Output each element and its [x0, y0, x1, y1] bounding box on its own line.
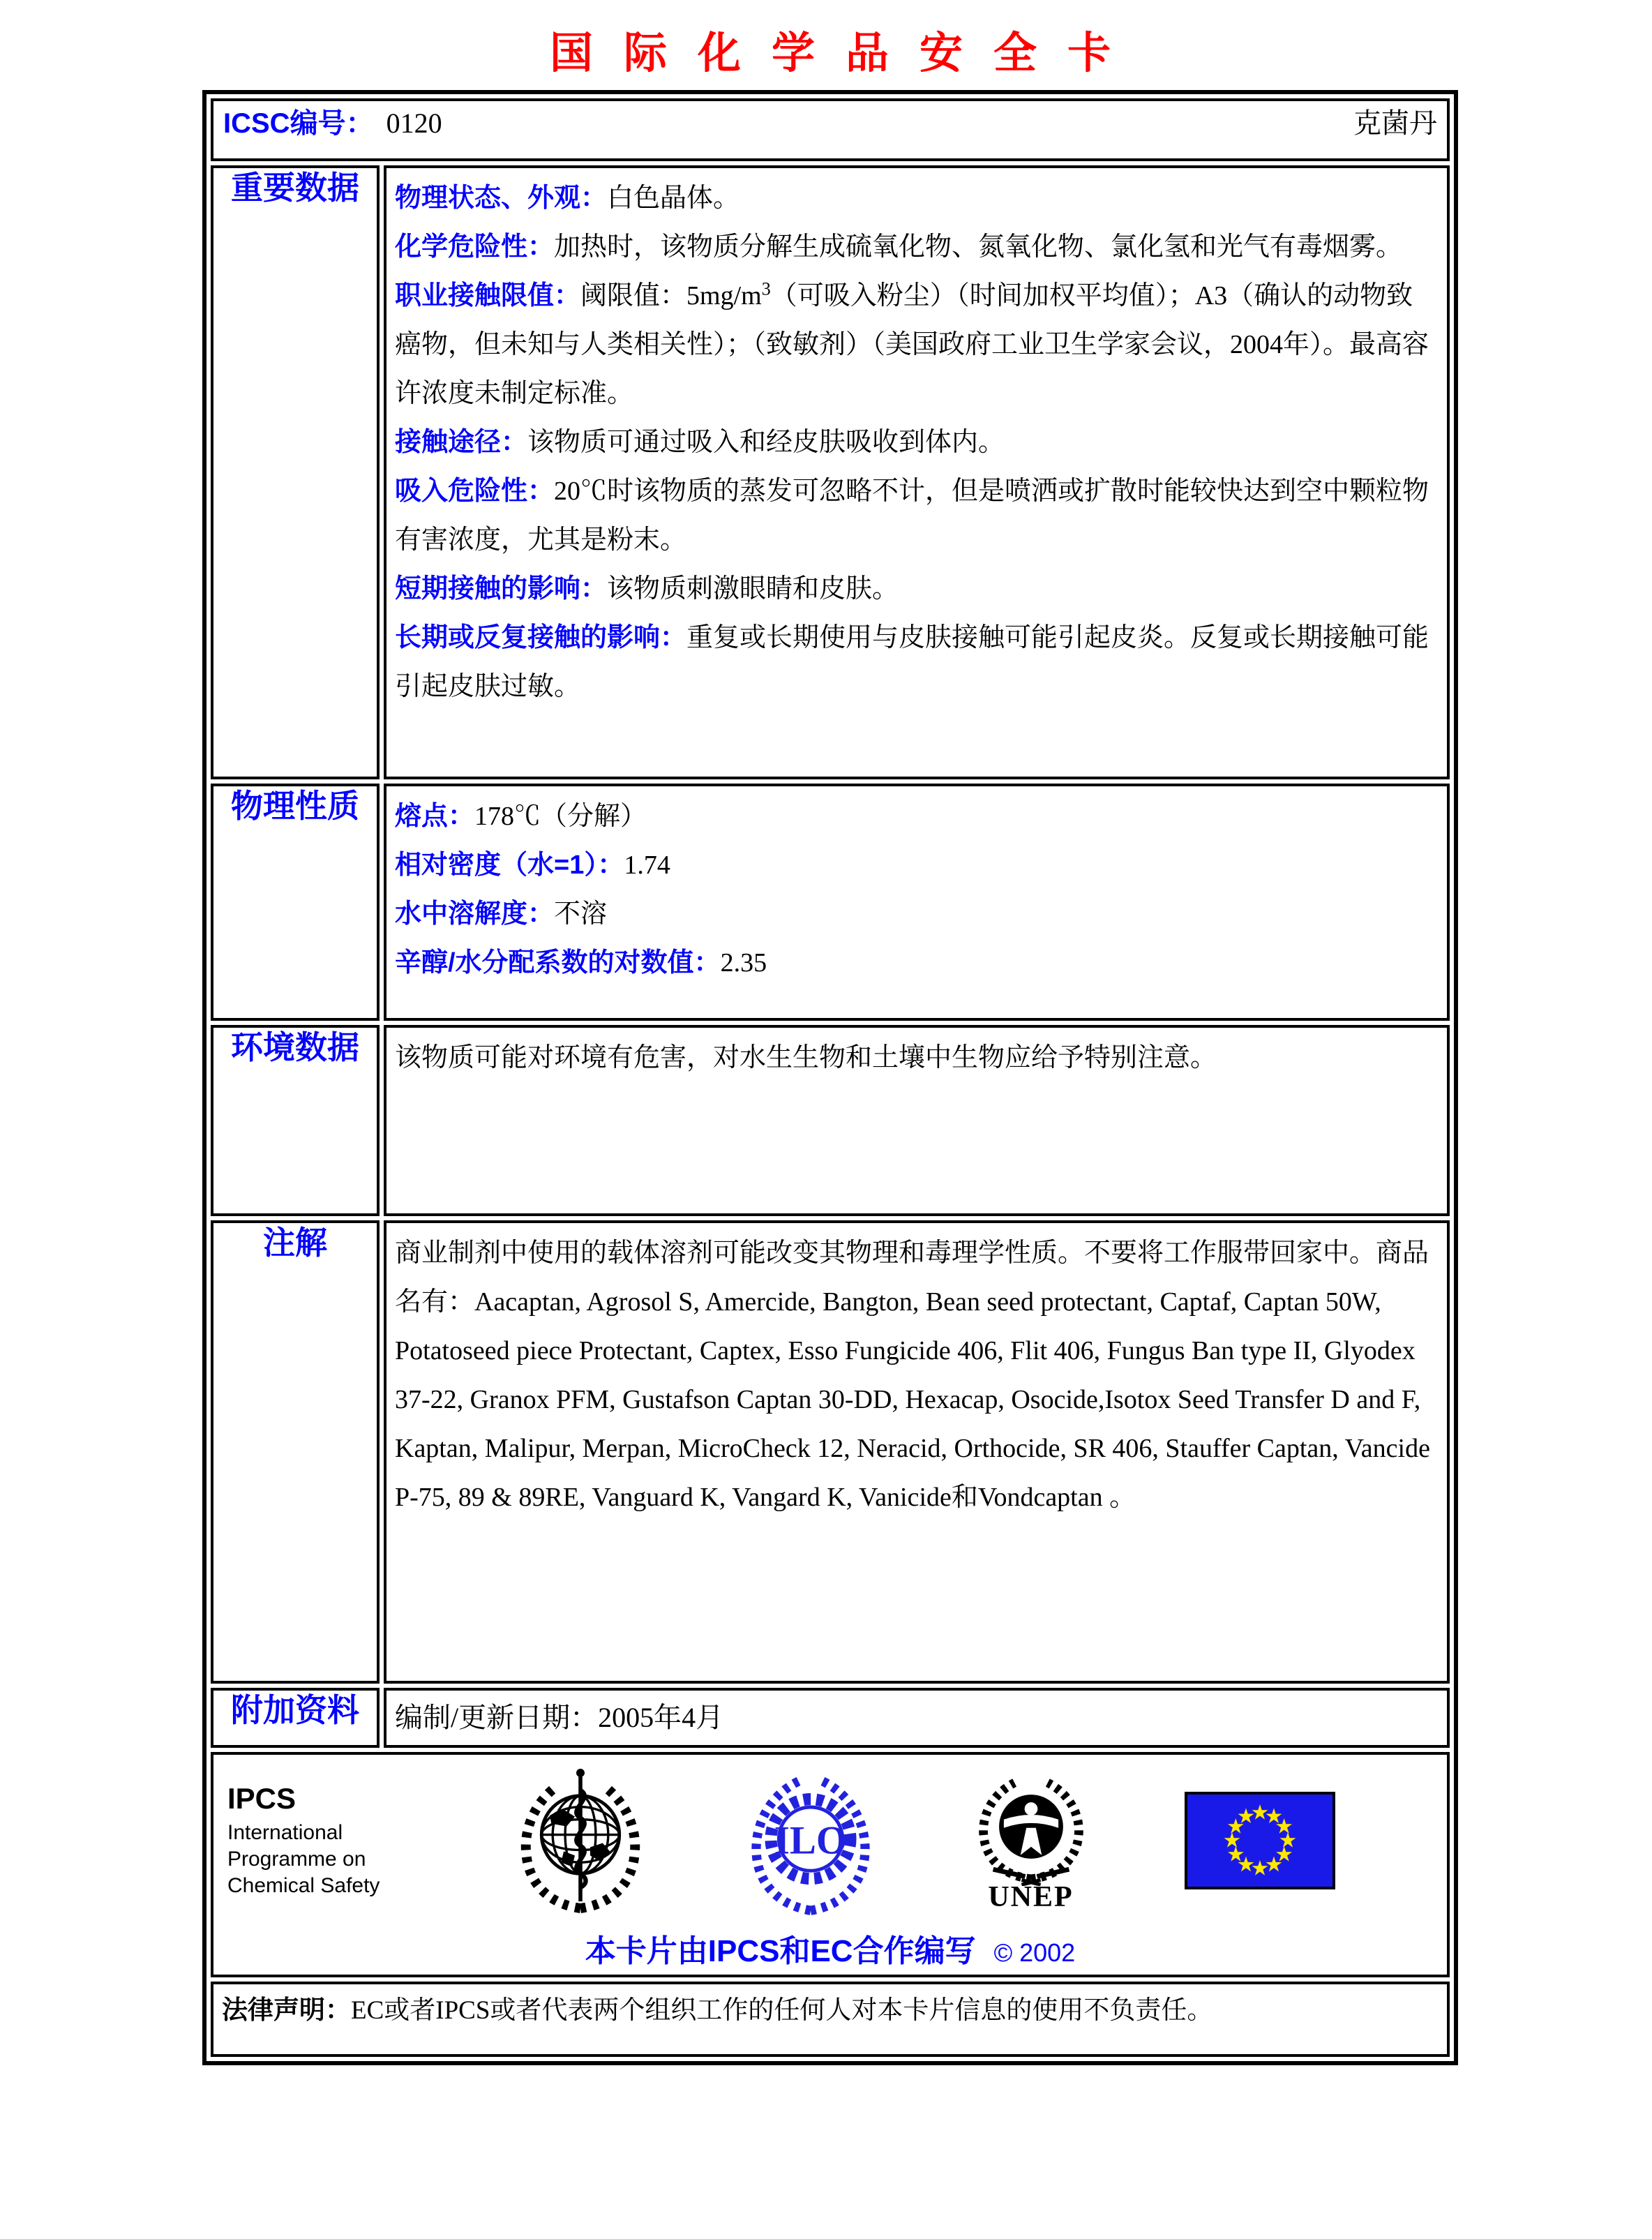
icsc-card	[202, 90, 1458, 2065]
physical-property-item	[395, 792, 1439, 841]
ipcs-subtitle-line: Programme on	[227, 1847, 366, 1871]
item-label: 熔点：	[395, 802, 475, 831]
item-label: 化学危险性：	[395, 232, 555, 262]
important-data-item	[395, 223, 1439, 271]
ipcs-subtitle-line: Chemical Safety	[227, 1873, 380, 1897]
physical-properties-content	[384, 784, 1450, 1021]
item-text: 白色晶体。	[607, 184, 740, 213]
ipcs-text-block	[227, 1782, 416, 1899]
important-data-item	[395, 613, 1439, 711]
ilo-letters: ILO	[774, 1818, 848, 1863]
chemical-name: 克菌丹	[1353, 107, 1437, 139]
legal-label: 法律声明：	[222, 1995, 351, 2024]
section-label-physical-properties: 物理性质	[211, 784, 380, 1021]
section-label-additional-info: 附加资料	[211, 1688, 380, 1748]
physical-property-item	[395, 938, 1439, 987]
eu-flag-icon	[1185, 1792, 1335, 1889]
logos-row	[211, 1752, 1450, 1977]
item-text: 重复或长期使用与皮肤接触可能引起皮炎。反复或长期接触可能引起皮肤过敏。	[395, 623, 1429, 701]
item-label: 职业接触限值：	[395, 281, 581, 310]
item-text: 阈限值：5mg/m	[580, 281, 762, 310]
item-label: 物理状态、外观：	[395, 184, 608, 213]
important-data-item	[395, 418, 1439, 467]
who-logo-icon	[511, 1765, 650, 1915]
important-data-item	[395, 564, 1439, 613]
superscript: 3	[761, 278, 771, 299]
item-text: 该物质可通过吸入和经皮肤吸收到体内。	[527, 428, 1005, 457]
physical-property-item	[395, 841, 1439, 890]
item-label: 辛醇/水分配系数的对数值：	[395, 948, 721, 978]
icsc-number-group	[223, 101, 442, 141]
important-data-item	[395, 174, 1439, 223]
environmental-data-content: 该物质可能对环境有危害，对水生生物和土壤中生物应给予特别注意。	[384, 1025, 1450, 1216]
section-label-important-data: 重要数据	[211, 165, 380, 779]
page-title: 国际化学品安全卡	[549, 29, 1141, 77]
important-data-content	[384, 165, 1450, 779]
item-label: 水中溶解度：	[395, 899, 555, 929]
section-label-environmental-data: 环境数据	[211, 1025, 380, 1216]
important-data-item	[395, 271, 1439, 418]
item-label: 接触途径：	[395, 428, 528, 457]
item-text: （可吸入粉尘）（时间加权平均值）；A3（确认的动物致癌物，但未知与人类相关性）；（致敏剂）（美国政府工业卫生学家会议，2004年）。最高容许浓度未制定标准。	[395, 281, 1429, 408]
item-label: 相对密度（水=1）：	[395, 851, 624, 880]
footer-copyright: © 2002	[993, 1938, 1076, 1967]
item-label: 长期或反复接触的影响：	[395, 623, 687, 652]
item-text: 1.74	[624, 851, 670, 880]
icsc-number-label: ICSC编号：	[223, 108, 374, 139]
legal-text: EC或者IPCS或者代表两个组织工作的任何人对本卡片信息的使用不负责任。	[351, 1996, 1213, 2025]
notes-content: 商业制剂中使用的载体溶剂可能改变其物理和毒理学性质。不要将工作服带回家中。商品名有：Aacaptan, Agrosol S, Amercide, Bangton, Bean seed protectant, Captaf, Captan 50W, Potatoseed piece Protectant, Captex, Esso Fungicide 406, Flit 406, Fungus Ban type II, Glyodex 37-22, Granox PFM, Gustafson Captan 30-DD, Hexacap, Osocide,Isotox Seed Transfer D and F, Kaptan, Malipur, Merpan, MicroCheck 12, Neracid, Orthocide, SR 406, Stauffer Captan, Vancide P-75, 89 & 89RE, Vanguard K, Vangard K, Vanicide和Vondcaptan 。	[384, 1220, 1450, 1684]
footer-caption-text: 本卡片由IPCS和EC合作编写	[585, 1934, 976, 1968]
unep-logo-icon	[972, 1767, 1090, 1914]
item-text: 20℃时该物质的蒸发可忽略不计，但是喷洒或扩散时能较快达到空中颗粒物有害浓度，尤其是粉末。	[395, 477, 1429, 555]
legal-row	[211, 1982, 1450, 2057]
section-label-notes: 注解	[211, 1220, 380, 1684]
physical-property-item	[395, 890, 1439, 938]
item-label: 吸入危险性：	[395, 477, 555, 506]
unep-label: UNEP	[988, 1880, 1074, 1913]
item-text: 178℃（分解）	[474, 802, 647, 831]
ipcs-subtitle-line: International	[227, 1820, 343, 1844]
additional-info-content: 编制/更新日期：2005年4月	[384, 1688, 1450, 1748]
icsc-table	[206, 94, 1454, 2061]
item-text: 不溶	[554, 899, 608, 929]
item-text: 2.35	[720, 948, 767, 978]
footer-caption	[220, 1926, 1440, 1970]
card-header-row	[211, 98, 1450, 161]
item-text: 加热时，该物质分解生成硫氧化物、氮氧化物、氯化氢和光气有毒烟雾。	[554, 232, 1403, 262]
ipcs-title: IPCS	[227, 1781, 296, 1815]
item-text: 该物质刺激眼睛和皮肤。	[607, 574, 899, 604]
icsc-number-value: 0120	[386, 107, 442, 139]
important-data-item	[395, 467, 1439, 564]
ilo-logo-icon	[744, 1762, 877, 1919]
item-label: 短期接触的影响：	[395, 574, 608, 604]
